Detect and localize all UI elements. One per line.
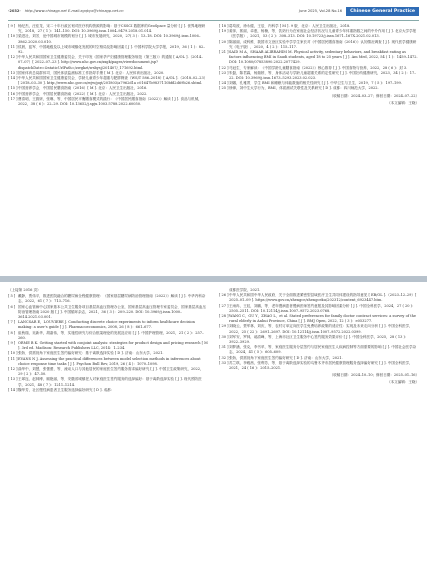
reference-text: 国家体育总局群体司．国民体质监测标准工作指导手册 [ M ]. 北京：人民体育出版社，2020. bbox=[18, 70, 165, 75]
reference-item bbox=[8, 367, 208, 377]
top-right-column bbox=[219, 24, 419, 106]
reference-text: 戴静，贾伟平，推进医院融合的糖尿病全程健康管理：《国家基层糖尿病防治管理指南（2022）》解读 [ J ]. 中华内科杂志，2022，61 ( 7 )：713–716. bbox=[18, 294, 206, 304]
reference-text: 刘晓云，贾军林，刘庆，等．农村订单定向医学生免费培养政策的适应性：实现及未来走向分析 [ J ]. 中国全科医学，2022，25 ( 22 )：2691–2697. DOI: 10.12114/j.issn.1007–9572.2022.0399. bbox=[229, 324, 413, 334]
reference-text: 魏华芳，社区慢性病患者卫生服务选择偏好研究 [ D ]. 成都： bbox=[18, 387, 115, 392]
reference-text: 张娇．供需视角下家庭医生签约偏好研究：基于离散选择实验 [ D ]. 济南：山东大学，2021. bbox=[18, 351, 164, 356]
reference-text: 刘军安，罗林，郝清峰，等．上海市社区卫生服务中心签约服务效果评价 [ J ]. 中国全科医学，2025，28 ( 13 )：3922–3929. bbox=[229, 334, 409, 345]
reference-text: 徐律，刘中生大学行为，BMI，体质测试关联性及关系研究 [ D ]. 成都：四川师范大学，2022. bbox=[229, 86, 379, 91]
reference-number: [ 23 ] bbox=[219, 70, 229, 75]
reference-text: 葛均波，徐永健，王辰．内科学 [ M ]. 9 版．北京：人民卫生出版社，2018. bbox=[229, 24, 351, 28]
reference-item bbox=[219, 40, 419, 50]
reference-number: [ 31 ] bbox=[219, 345, 229, 350]
reference-number: [ 12 ] bbox=[8, 55, 18, 60]
top-references-section bbox=[8, 24, 419, 274]
reference-number: [ 7 ] bbox=[8, 320, 16, 325]
reference-number: [ 25 ] bbox=[219, 86, 229, 91]
reference-text: 中国营养学会．中国居民膳食指南（2016）[ M ]. 北京：人民卫生出版社，2016. bbox=[18, 86, 148, 91]
reference-number: [ 27 ] bbox=[219, 303, 229, 308]
reference-number: [ 11 ] bbox=[8, 44, 18, 49]
reference-item bbox=[8, 34, 208, 44]
reference-item bbox=[8, 388, 208, 393]
reference-number: [ 28 ] bbox=[219, 314, 229, 319]
reference-item bbox=[8, 377, 208, 387]
reference-item bbox=[8, 76, 208, 86]
reference-number: [ 8 ] bbox=[8, 330, 16, 335]
reference-number: [ 22 ] bbox=[219, 65, 229, 70]
reference-item bbox=[8, 305, 208, 321]
reference-number: [ 26 ] bbox=[219, 293, 229, 298]
reference-text: SAID M A，SHAAB ALIBRAHIM M. Physical activity, sedentary behaviors, and breakfast eating as factors influencing BMI in Saudi students, aged 18 to 25 years [ J ]. Am Med, 2022, 54 ( 1 )：1459–1472. DOI: 10.1080/07853890.2022.2077429. bbox=[229, 50, 418, 65]
reference-text: 曹清明，王蔚妍，张琳，等．中国居民平衡膳食模式的践行：《中国居民膳食指南（2022）》解读 [ J ]. 食品与机械，2022，38 ( 6 )：22–29. DOI: 10.13652/j.spjx.1003.5788.2022.60050. bbox=[18, 96, 202, 107]
reference-item bbox=[219, 345, 419, 355]
reference-item bbox=[219, 335, 419, 345]
header-rule bbox=[8, 20, 419, 21]
reference-number: [ 5 ] bbox=[8, 294, 16, 299]
reference-number: [ 19 ] bbox=[219, 29, 229, 34]
top-left-column bbox=[8, 24, 208, 107]
reference-item bbox=[219, 71, 419, 81]
reference-text: 侯晨，蓝军．中国地级及以上城市城镇化发展的时空格局及影响因素 [ J ]. 中国科学院大学学报，2019，36 ( 1 )：82–92. bbox=[18, 44, 206, 55]
reference-item bbox=[8, 294, 208, 304]
journal-url: http://www.chinagp.net E-mail:zgqkyx@chinagp.net.cn bbox=[24, 9, 124, 13]
editor-credit-bottom: （本文编辑：王晓） bbox=[387, 380, 419, 385]
reference-item bbox=[8, 320, 208, 330]
reference-number: [ 21 ] bbox=[219, 50, 229, 55]
reference-number: [ 10 ] bbox=[8, 34, 18, 39]
reference-item bbox=[219, 324, 419, 334]
reference-item bbox=[8, 24, 208, 34]
reference-number: [ 15 ] bbox=[8, 86, 18, 91]
reference-number: [ 11 ] bbox=[8, 356, 18, 361]
reference-text: 曲华中，刘慧，张蕾蕾，等．流动人口与其他居民的家庭医生签约服务需求偏好研究 [ J ]. 中国卫生政策研究，2022，29 ( 2 )：47–50. bbox=[18, 367, 204, 377]
running-header bbox=[8, 4, 419, 18]
reference-item bbox=[219, 304, 419, 314]
reference-number: [ 12 ] bbox=[8, 367, 18, 372]
reference-text: 国家心血管病中心国家基本公共卫生服务项目基层高血压管理办公室，国家基层高血压管理专家委员会．国家基层高血压防治管理指南 2020 版 [ J ]. 中国循环杂志，2021，36 ( 3 )：209–220. DOI: 10.3969/j.issn.1000–3614.2021.03.001. bbox=[18, 304, 206, 320]
reference-number: [ 9 ] bbox=[8, 341, 16, 346]
reference-number: [ 10 ] bbox=[8, 351, 18, 356]
reference-number: [ 18 ] bbox=[219, 24, 229, 28]
editor-credit: （本文编辑：王晓） bbox=[387, 100, 419, 105]
reference-number: [ 20 ] bbox=[219, 39, 229, 44]
reference-text: 中华人民共和国国家卫生健康委员会．关于印发《国家孕产妇健康管理服务规范（第三版）》的通知 [ A/OL ].（2014–07–07）[ 2022–07–23 ]. http://www.nhc.gov.cn/xxgk/pages/viewdocument.jsp?dispatchDate=&staticUrlPath=/zwgkzt/wsbysj/201407/_171692.html. bbox=[18, 55, 203, 70]
reference-text: 刘娜，孔雅菁．学生 BMI 和睡眠与体能数值的相关性研究 [ J ]. 中华卫生与卫生，2019，7 ( 5 )：197–199. bbox=[229, 81, 402, 86]
reference-text: 马冠生．专家解读：《中国学龄儿童膳食指南（2022）》核心推荐 [ J ]. 中国食物与营养，2022，28 ( 6 )：封 3. bbox=[229, 65, 408, 70]
reference-text: 刘梦涵，张克，李书苹，等．家庭医生服务分层签约与居民家庭医生人疾病控制等方面需要的影响 [ J ]. 中国社会医学杂志，2024，41 ( 5 )：605–609. bbox=[229, 345, 417, 355]
journal-name: Chinese General Practice bbox=[346, 7, 419, 16]
reference-text: 杨纪杰，汪佳龙，宋二十年行政区划对医疗机构资源的影响：基于CSSCI 数据库的GeoSpace 量分析 [ J ]. 世界地理研究，2018，27 ( 1 )：141–150. DOI: 10.3969/j.issn.1004–9479.2018.01.014. bbox=[18, 24, 206, 34]
reference-text: 朱磊，陈君霖，杨瑞婷，等．身体活动与学龄儿童超重关系的定性研究 [ J ]. 中国妇幼健康研究，2023，34 ( 2 )：17–22. DOI: 10.3969/j.issn.1673–5293.2023.02.023. bbox=[229, 70, 417, 81]
reference-text: 苏兰琪，李雅茜，张利芳，等．基于离散选择实验的乌鲁木齐市居民健康管理服务选择偏好研究 [ J ]. 中国全科医学，2021，24 ( 16 )：2015–2021. bbox=[229, 360, 413, 371]
bottom-references-section bbox=[8, 288, 419, 574]
reference-text: LANCSAR E，LOUVIERE J. Conducting discrete choice experiments to inform healthcare decision making: a user's guide [ J ]. Pharmacoeconomics, 2008, 26 ( 8 )：661–677. bbox=[18, 320, 195, 330]
bottom-right-column bbox=[219, 288, 419, 386]
reference-item bbox=[8, 97, 208, 107]
page-number: ·2032· bbox=[8, 9, 21, 13]
reference-number: [ 17 ] bbox=[8, 96, 18, 101]
bottom-left-column bbox=[8, 288, 208, 393]
reference-text: 姜萍，郭丽，卓惠，杨楠，等．饮奶行为在家庭社会经济状况与儿童青少年体重指数之间的中介作用 [ J ]. 北京大学学报（医学版），2021，53 ( 2 )：308–313. DOI: 10.19723/j.issn.1671–167X.2021.02.013. bbox=[229, 29, 417, 39]
reference-item bbox=[219, 50, 419, 66]
reference-text: 王翠连，赵林博，顾艳丽，等．安徽省城镇老人对家庭医生签约服务的选择偏好：基于离散选择实验 [ J ]. 现代预防医学，2021，48 ( 7 )：1211–1214. bbox=[18, 377, 202, 387]
reference-text: 成都医学院，2021. bbox=[229, 288, 261, 292]
reference-text: 中国营养学会．中国居民膳食指南（2022）[ M ]. 北京：人民卫生出版社，2022. bbox=[18, 91, 148, 96]
reference-number: [ 9 ] bbox=[8, 24, 16, 28]
reference-text: EVANS N J. Assessing the practical differences between model selection methods in inferences about choice response time tasks [ J ]. Psychon Bull Rev, 2019, 26 ( 4 )：1070–1098. bbox=[18, 356, 201, 366]
reference-number: [ 13 ] bbox=[8, 377, 18, 382]
section-divider bbox=[0, 276, 427, 282]
reference-item bbox=[219, 86, 419, 91]
reference-number: [ 32 ] bbox=[219, 355, 229, 360]
reference-text: 王雨冉，王虹，刘鹏，等．老年慢病患者慢病医师签约意愿及其影响因素分析 [ J ]. 中国全科医学，2024，27 ( 20 )：2505–2511. DOI: 10.12114/j.issn.1007–9572.2023.0768. bbox=[229, 303, 416, 313]
reference-text: 中华人民共和国国家卫生健康委员会．学龄儿童青少年超重与肥胖筛查（WS/T 586–2018）[ A/OL ].（2018–02–23）[ 2018–03–30 ]. http://www.nhc.gov.cn/wjw/pqt/201803/a7962d1a c01647b9837110bfd2d69b26.shtml. bbox=[18, 76, 208, 86]
reference-item bbox=[219, 293, 419, 303]
reference-text: 梁进社，刘芳．论中国城市规模的划分 [ J ]. 城市发展研究，2020，27( 3 )：13–18. DOI: 10.3969/j.issn.1006–3862.2020.03.010. bbox=[18, 34, 201, 44]
issue-info: June 2025, Vol.28 No.16 bbox=[298, 9, 343, 13]
reference-number: [ 6 ] bbox=[8, 304, 16, 309]
received-date: （收稿日期：2024–03–27；修回日期：2024–07–22） bbox=[329, 93, 419, 98]
reference-number: [ 16 ] bbox=[8, 91, 18, 96]
reference-number: [ 29 ] bbox=[219, 324, 229, 329]
reference-text: 张娇，供需视角下家庭医生签约偏好研究 [ D ]. 济南：山东大学，2021. bbox=[229, 355, 343, 360]
reference-text: 陈丽丽，成科维．我国市文登区实验中学学生家长对《中国居民膳食指南（2016）》认知情况调查 [ J ]. 现代医学健康研究（电子版），2020，4 ( 2 )：115–117. bbox=[229, 39, 417, 49]
reference-number: [ 24 ] bbox=[219, 81, 229, 86]
reference-number: [ 14 ] bbox=[8, 76, 18, 81]
reference-number: [ 13 ] bbox=[8, 70, 18, 75]
reference-text: WANG C，GU Y，ZHAO L，et al. Stated preferences for family doctor contract services: a survey of the rural elderly in Anhui Province, China [ J ]. BMJ Open, 2022, 12 ( 3 )：e053277. bbox=[229, 314, 416, 324]
reference-item bbox=[8, 55, 208, 71]
reference-text: ORME B K. Getting started with conjoint analysis: strategies for product design and pricing research [ M ]. 3rd ed. Madison: Research Publishers LLC, 2014：1–234. bbox=[18, 341, 208, 351]
reference-number: [ 14 ] bbox=[8, 387, 18, 392]
reference-item bbox=[8, 341, 208, 351]
reference-item bbox=[219, 314, 419, 324]
reference-item bbox=[219, 29, 419, 39]
reference-item bbox=[8, 357, 208, 367]
reference-text: 崔秋瑞，吴新华，胡嘉伟，等．实施性研究与综合框架理论的发展及应用 [ J ]. 中国护理管理，2021，21 ( 2 )：257–260. bbox=[18, 330, 204, 340]
reference-number: [ 30 ] bbox=[219, 334, 229, 339]
continued-note: （上接第 2016 页） bbox=[8, 288, 41, 292]
reference-item bbox=[8, 45, 208, 55]
reference-text: 中华人民共和国中华人民政府．关于全面推进紧密型县域医疗卫生共同体建设的指导意见 [ EB/OL ].（2023–12–29）[ 2025–01–09 ]. https://www.gov.cn/zhengce/zhengceku/202312/content_6923447.htm. bbox=[229, 293, 417, 303]
reference-number: [ 33 ] bbox=[219, 360, 229, 365]
reference-item bbox=[8, 331, 208, 341]
received-date-bottom: （收稿日期：2024–10–10；修回日期：2025–01–16） bbox=[329, 373, 419, 378]
reference-item bbox=[219, 361, 419, 371]
